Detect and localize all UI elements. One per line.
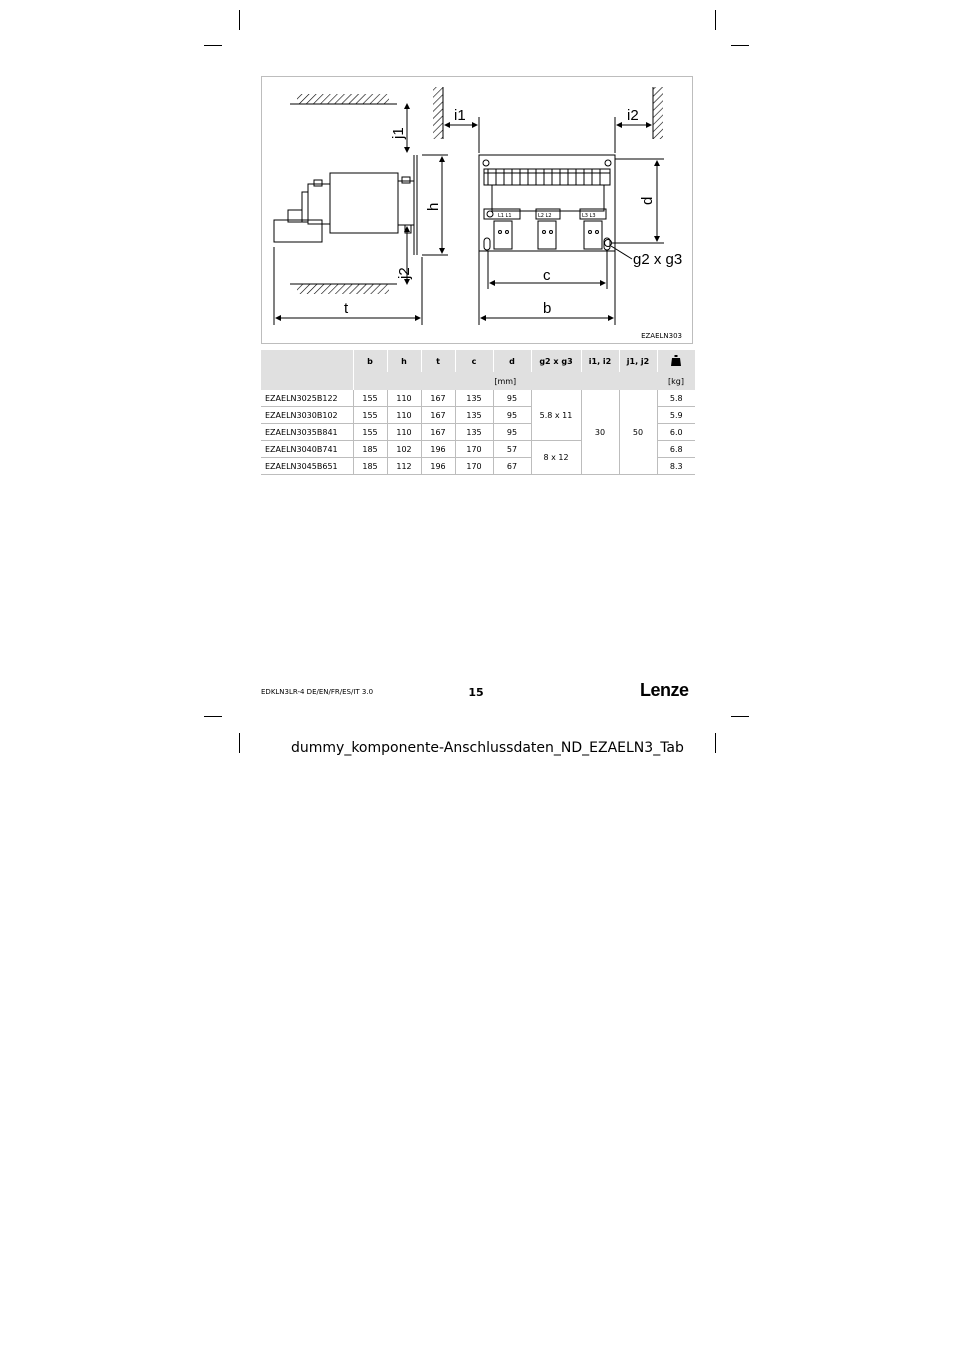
unit-mm: [mm] <box>353 372 657 390</box>
cell-d: 95 <box>493 424 531 441</box>
cell-h: 110 <box>387 390 421 407</box>
cell-b: 185 <box>353 458 387 475</box>
cell-d: 95 <box>493 390 531 407</box>
cell-t: 196 <box>421 458 455 475</box>
header-b: b <box>353 350 387 372</box>
header-i1i2: i1, i2 <box>581 350 619 372</box>
header-j1j2: j1, j2 <box>619 350 657 372</box>
cell-model: EZAELN3030B102 <box>261 407 353 424</box>
table-header-row <box>261 350 695 372</box>
header-t: t <box>421 350 455 372</box>
header-g2g3: g2 x g3 <box>531 350 581 372</box>
cell-h: 110 <box>387 407 421 424</box>
cell-c: 170 <box>455 458 493 475</box>
file-caption: dummy_komponente-Anschlussdaten_ND_EZAELN3_Tab <box>291 740 684 756</box>
crop-mark <box>239 733 240 753</box>
cell-c: 135 <box>455 390 493 407</box>
cell-kg: 5.9 <box>657 407 695 424</box>
cell-i1i2: 30 <box>581 390 619 475</box>
label-terminal-l1: L1 L1 <box>498 213 512 219</box>
cell-c: 170 <box>455 441 493 458</box>
cell-h: 112 <box>387 458 421 475</box>
label-j2: j2 <box>396 267 413 279</box>
cell-t: 196 <box>421 441 455 458</box>
cell-g2g3-group2: 8 x 12 <box>531 441 581 475</box>
cell-b: 155 <box>353 390 387 407</box>
label-t: t <box>344 300 349 317</box>
crop-mark <box>239 10 240 30</box>
cell-t: 167 <box>421 390 455 407</box>
cell-kg: 5.8 <box>657 390 695 407</box>
lenze-logo: Lenze <box>640 680 689 700</box>
cell-kg: 6.0 <box>657 424 695 441</box>
cell-c: 135 <box>455 424 493 441</box>
weight-icon <box>657 350 695 372</box>
header-d: d <box>493 350 531 372</box>
crop-mark <box>715 733 716 753</box>
cell-h: 110 <box>387 424 421 441</box>
cell-b: 155 <box>353 424 387 441</box>
wall-hatch-bottom <box>297 284 389 294</box>
header-model <box>261 350 353 390</box>
device-side-view <box>274 155 417 255</box>
doc-id: EDKLN3LR-4 DE/EN/FR/ES/IT 3.0 <box>261 688 374 696</box>
crop-mark <box>731 45 749 46</box>
label-j1: j1 <box>390 127 407 139</box>
header-c: c <box>455 350 493 372</box>
cell-kg: 8.3 <box>657 458 695 475</box>
cell-t: 167 <box>421 407 455 424</box>
cell-b: 185 <box>353 441 387 458</box>
label-terminal-l2: L2 L2 <box>538 213 552 219</box>
crop-mark <box>204 716 222 717</box>
header-h: h <box>387 350 421 372</box>
label-terminal-l3: L3 L3 <box>582 213 596 219</box>
cell-model: EZAELN3025B122 <box>261 390 353 407</box>
wall-hatch-left <box>433 87 443 139</box>
cell-d: 57 <box>493 441 531 458</box>
wall-hatch-right <box>653 87 663 139</box>
page-number: 15 <box>468 686 484 699</box>
label-d: d <box>639 196 656 205</box>
cell-model: EZAELN3045B651 <box>261 458 353 475</box>
crop-mark <box>715 10 716 30</box>
dimension-drawing <box>261 76 693 344</box>
device-front-view <box>479 155 615 251</box>
dimensions-table <box>261 350 696 475</box>
cell-g2g3-group1: 5.8 x 11 <box>531 390 581 441</box>
unit-kg: [kg] <box>657 372 695 390</box>
cell-c: 135 <box>455 407 493 424</box>
cell-d: 95 <box>493 407 531 424</box>
drawing-svg <box>262 77 694 345</box>
figure-code: EZAELN303 <box>641 332 682 340</box>
cell-b: 155 <box>353 407 387 424</box>
label-i2: i2 <box>627 107 639 124</box>
table-row <box>261 390 695 407</box>
label-b: b <box>543 300 552 317</box>
label-i1: i1 <box>454 107 466 124</box>
cell-model: EZAELN3035B841 <box>261 424 353 441</box>
wall-hatch-top <box>297 94 389 104</box>
label-h: h <box>425 202 442 211</box>
label-c: c <box>543 267 551 284</box>
crop-mark <box>731 716 749 717</box>
cell-h: 102 <box>387 441 421 458</box>
cell-j1j2: 50 <box>619 390 657 475</box>
crop-mark <box>204 45 222 46</box>
label-g2g3: g2 x g3 <box>633 251 683 268</box>
cell-model: EZAELN3040B741 <box>261 441 353 458</box>
cell-d: 67 <box>493 458 531 475</box>
cell-t: 167 <box>421 424 455 441</box>
cell-kg: 6.8 <box>657 441 695 458</box>
